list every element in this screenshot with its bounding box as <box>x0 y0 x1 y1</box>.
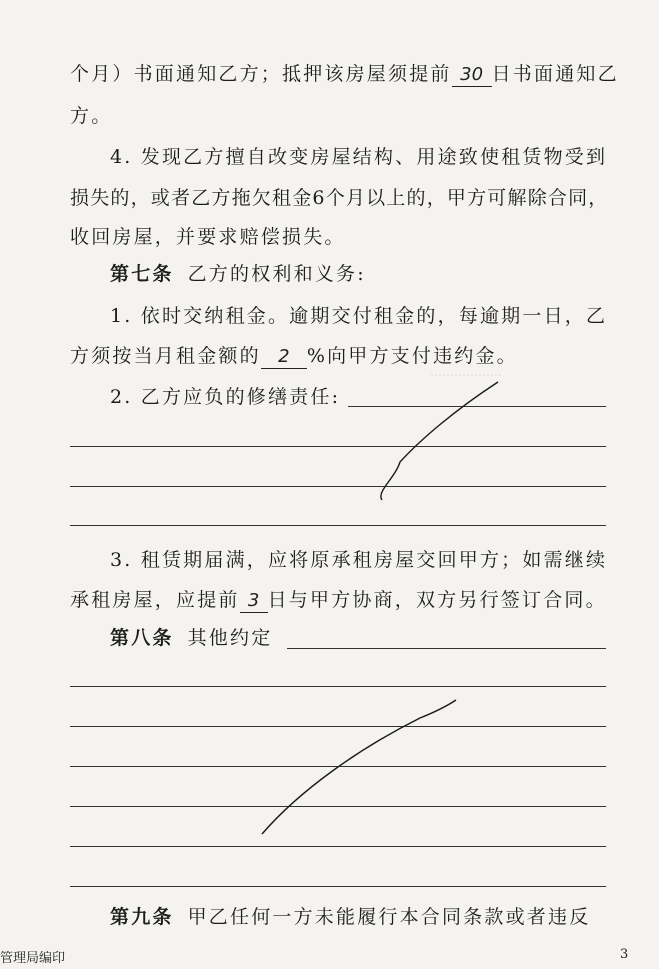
penalty-text-end: %向甲方支付违约金。 <box>306 345 518 367</box>
text-line-2: 方。 <box>70 105 113 127</box>
article-8-title: 其他约定 <box>187 627 273 649</box>
publisher-footer: 管理局编印 <box>0 951 66 966</box>
notice-days-field: 30 <box>452 64 492 87</box>
renewal-text-start: 承租房屋，应提前 <box>70 589 240 611</box>
clause-4-line-1: 4. 发现乙方擅自改变房屋结构、用途致使租赁物受到 <box>110 146 608 168</box>
text-line-1-start: 个月）书面通知乙方；抵押该房屋须提前 <box>70 63 452 85</box>
text-line-1-end: 日书面通知乙 <box>491 63 619 85</box>
article-7-item-3-line-1: 3. 租赁期届满，应将原承租房屋交回甲方；如需继续 <box>110 549 608 571</box>
article-7-title: 乙方的权利和义务: <box>187 263 366 285</box>
article-7-label: 第七条 <box>110 263 174 285</box>
penalty-rate-field: 2 <box>261 346 307 369</box>
article-9-label: 第九条 <box>110 906 174 928</box>
article-7-item-1-line-1: 1. 依时交纳租金。逾期交付租金的，每逾期一日，乙 <box>110 305 608 327</box>
clause-4-line-2: 损失的，或者乙方拖欠租金6个月以上的，甲方可解除合同， <box>70 187 609 209</box>
article-9-text: 甲乙任何一方未能履行本合同条款或者违反 <box>187 906 591 928</box>
renewal-days-field: 3 <box>240 590 268 613</box>
strike-mark-other-terms <box>262 700 456 834</box>
strike-mark-repair <box>381 382 498 500</box>
renewal-text-end: 日与甲方协商，双方另行签订合同。 <box>267 589 607 611</box>
page-number: 3 <box>620 947 629 962</box>
bleed-through-text: ……………… <box>430 365 502 379</box>
article-8-label: 第八条 <box>110 627 174 649</box>
penalty-text-start: 方须按当月租金额的 <box>70 345 261 367</box>
article-7-item-2: 2. 乙方应负的修缮责任: <box>110 386 341 408</box>
clause-4-line-3: 收回房屋，并要求赔偿损失。 <box>70 226 346 248</box>
